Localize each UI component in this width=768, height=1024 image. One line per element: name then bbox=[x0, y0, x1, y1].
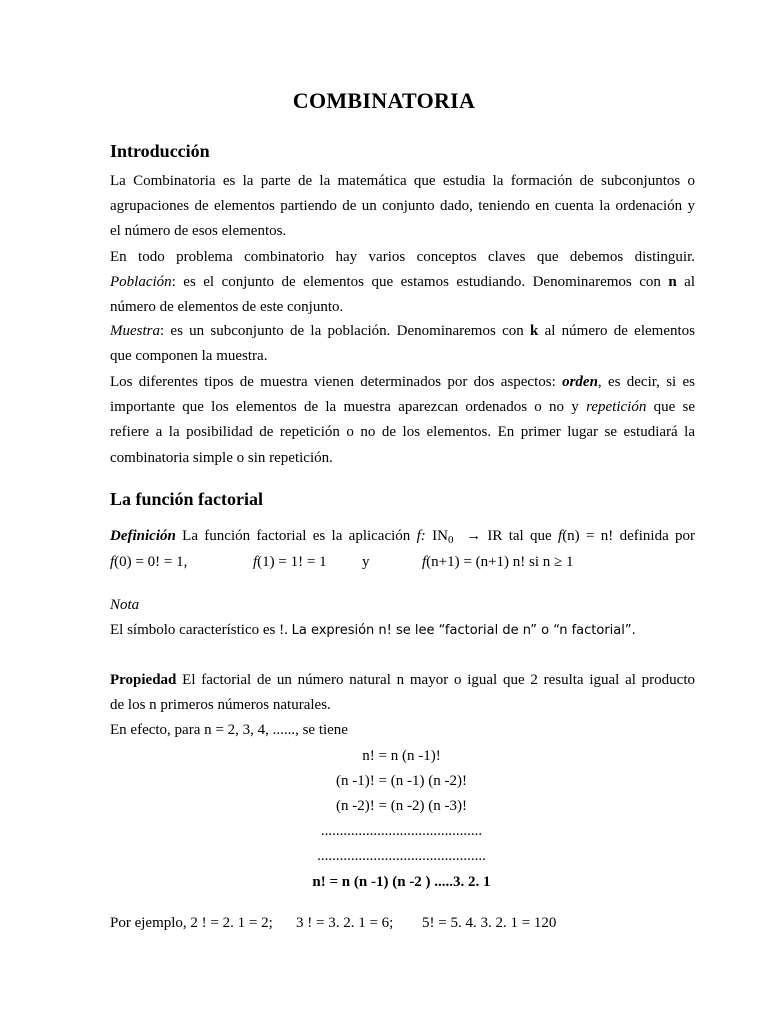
poblacion-term: Población bbox=[110, 274, 172, 290]
muestra-definition-line: Muestra: es un subconjunto de la población. Denominaremos con k al número de elementos bbox=[110, 323, 695, 339]
propiedad-line-2: de los n primeros números naturales. bbox=[110, 697, 331, 713]
equation-result: n! = n (n -1) (n -2 ) .....3. 2. 1 bbox=[312, 874, 491, 890]
tipos-line-4: combinatoria simple o sin repetición. bbox=[110, 450, 333, 466]
poblacion-definition-line-2: número de elementos de este conjunto. bbox=[110, 299, 344, 315]
orden-term: orden bbox=[562, 374, 598, 390]
poblacion-definition-line: Población: es el conjunto de elementos que estamos estudiando. Denominaremos con n al bbox=[110, 274, 695, 290]
equation-1: n! = n (n -1)! bbox=[362, 748, 441, 764]
muestra-term: Muestra bbox=[110, 323, 160, 339]
intro-concepts-line: En todo problema combinatorio hay varios conceptos claves que debemos distinguir. bbox=[110, 249, 695, 265]
intro-paragraph-line-2: agrupaciones de elementos partiendo de un conjunto dado, teniendo en cuenta la ordenación y bbox=[110, 198, 695, 214]
nota-label: Nota bbox=[110, 597, 140, 613]
page-title: COMBINATORIA bbox=[292, 88, 476, 113]
equation-3: (n -2)! = (n -2) (n -3)! bbox=[336, 798, 467, 814]
propiedad-line-1: Propiedad El factorial de un número natural n mayor o igual que 2 resulta igual al producto bbox=[110, 672, 695, 688]
intro-paragraph-line-1: La Combinatoria es la parte de la matemática que estudia la formación de subconjuntos o bbox=[110, 173, 695, 189]
section-heading-factorial: La función factorial bbox=[110, 489, 263, 509]
muestra-definition-line-2: que componen la muestra. bbox=[110, 348, 268, 364]
propiedad-label: Propiedad bbox=[110, 672, 177, 688]
tipos-line-3: refiere a la posibilidad de repetición o no de los elementos. En primer lugar se estudiará la bbox=[110, 424, 695, 440]
equation-dots-2: ............................................. bbox=[317, 848, 486, 864]
equation-dots-1: ........................................... bbox=[320, 823, 483, 839]
repeticion-term: repetición bbox=[586, 399, 647, 415]
definicion-line: Definición La función factorial es la aplicación f: $IN_0$ → IR tal que f(n) = n! definida por bbox=[110, 528, 696, 546]
definicion-label: Definición bbox=[110, 528, 176, 544]
tipos-line-1: Los diferentes tipos de muestra vienen determinados por dos aspectos: orden, es decir, si es bbox=[110, 374, 695, 390]
arrow-symbol: → bbox=[466, 528, 482, 544]
document-page: COMBINATORIA Introducción La Combinatoria es la parte de la matemática que estudia la formación de subconjuntos o agrupaciones de elementos partiendo de un conjunto dado, teniendo en cuenta la ordenación y el número de esos elementos. En todo problema combinatorio hay varios conceptos claves que debemos distinguir. Población: es el conjunto de elementos que estamos estudiando. Denominaremos con n al número de elementos de este conjunto. Muestra: es un subconjunto de la población. Denominaremos con k al número de elementos que componen la muestra. Los diferentes tipos de muestra vienen determinados por dos aspectos: orden, es decir, si es importante que los elementos de la muestra aparezcan ordenados o no y repetición que se refiere a la posibilidad de repetición o no de los elementos. En primer lugar se estudiará la combinatoria simple o sin repetición. La función factorial Definición La función factorial es la aplicación f: $IN_0$ → IR tal que f(n) = n! definida por f(0) = 0! = 1, f(1) = 1! = 1 y f(n+1) = (n+1) n! si n ≥ 1 Nota El símbolo característico es !. La expresión n! se lee “factorial de n” o “n factorial”. Propiedad El factorial de un número natural n mayor o igual que 2 resulta igual al producto de los n primeros números naturales. En efecto, para n = 2, 3, 4, ......, se tiene n! = n (n -1)! (n -1)! = (n -1) (n -2)! (n -2)! = (n -2) (n -3)! ........................................... ............................................. n! = n (n -1) (n -2 ) .....3. 2. 1 Por ejemplo, 2 ! = 2. 1 = 2; 3 ! = 3. 2. 1 = 6; 5! = 5. 4. 3. 2. 1 = 120 bbox=[0, 0, 768, 1024]
intro-paragraph-line-3: el número de esos elementos. bbox=[110, 223, 287, 239]
equation-2: (n -1)! = (n -1) (n -2)! bbox=[336, 773, 467, 789]
tipos-line-2: importante que los elementos de la muestra aparezcan ordenados o no y repetición que se bbox=[110, 399, 696, 415]
propiedad-line-3: En efecto, para n = 2, 3, 4, ......, se tiene bbox=[110, 722, 348, 738]
section-heading-introduccion: Introducción bbox=[110, 141, 210, 161]
nota-line: El símbolo característico es !. La expresión n! se lee “factorial de n” o “n factorial”. bbox=[110, 622, 636, 638]
